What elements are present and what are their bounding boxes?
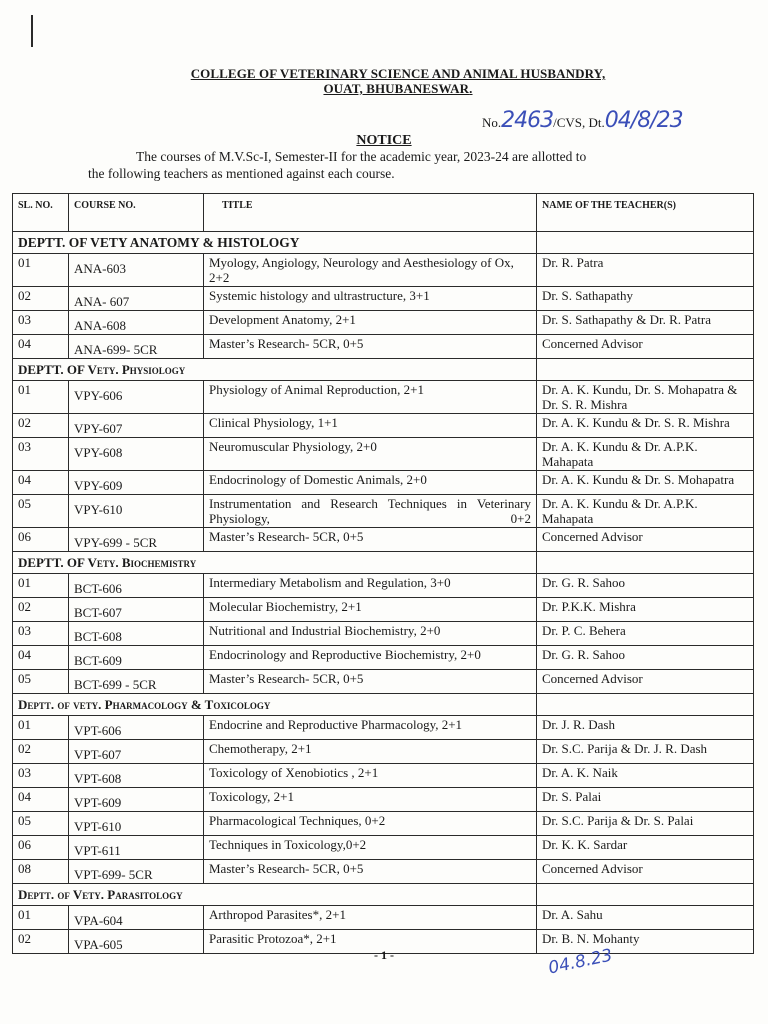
- dept-heading: DEPTT. OF Vety. Biochemistry: [13, 552, 537, 574]
- cell-sl-no: 04: [13, 646, 69, 670]
- cell-sl-no: 03: [13, 438, 69, 471]
- cell-title: Physiology of Animal Reproduction, 2+1: [204, 381, 537, 414]
- table-row: [13, 622, 754, 646]
- dept-section-row: [13, 552, 754, 574]
- cell-title: Instrumentation and Research Techniques in Veterinary Physiology, 0+2: [204, 495, 537, 528]
- cell-sl-no: 04: [13, 788, 69, 812]
- cell-sl-no: 05: [13, 812, 69, 836]
- table-row: [13, 788, 754, 812]
- cell-sl-no: 08: [13, 860, 69, 884]
- ref-mid: /CVS, Dt.: [553, 115, 605, 130]
- cell-teacher: Dr. A. Sahu: [537, 906, 754, 930]
- signature-date-handwritten: 04.8.23: [546, 945, 615, 979]
- cell-title: Master’s Research- 5CR, 0+5: [204, 670, 537, 694]
- cell-sl-no: 02: [13, 414, 69, 438]
- course-allotment-table: [12, 193, 754, 954]
- cell-title: Endocrinology of Domestic Animals, 2+0: [204, 471, 537, 495]
- table-row: [13, 381, 754, 414]
- cell-title: Endocrinology and Reproductive Biochemistry, 2+0: [204, 646, 537, 670]
- dept-empty-cell: [537, 694, 754, 716]
- cell-title: Pharmacological Techniques, 0+2: [204, 812, 537, 836]
- cell-teacher: Concerned Advisor: [537, 528, 754, 552]
- table-row: [13, 764, 754, 788]
- cell-title: Neuromuscular Physiology, 2+0: [204, 438, 537, 471]
- table-row: [13, 438, 754, 471]
- cell-teacher: Dr. A. K. Kundu, Dr. S. Mohapatra & Dr. S. R. Mishra: [537, 381, 754, 414]
- cell-sl-no: 04: [13, 471, 69, 495]
- table-row: [13, 716, 754, 740]
- cell-course-no: VPT-610: [69, 812, 204, 836]
- header-title: TITLE: [204, 194, 537, 232]
- dept-section-row: [13, 232, 754, 254]
- margin-pen-mark: [31, 15, 33, 47]
- cell-teacher: Dr. A. K. Naik: [537, 764, 754, 788]
- cell-course-no: BCT-608: [69, 622, 204, 646]
- cell-title: Chemotherapy, 2+1: [204, 740, 537, 764]
- cell-sl-no: 06: [13, 528, 69, 552]
- cell-course-no: ANA-608: [69, 311, 204, 335]
- cell-sl-no: 06: [13, 836, 69, 860]
- cell-teacher: Dr. S. Sathapathy: [537, 287, 754, 311]
- dept-empty-cell: [537, 359, 754, 381]
- cell-course-no: VPT-609: [69, 788, 204, 812]
- table-row: [13, 598, 754, 622]
- ref-prefix: No.: [482, 115, 502, 130]
- cell-title: Master’s Research- 5CR, 0+5: [204, 860, 537, 884]
- cell-teacher: Dr. R. Patra: [537, 254, 754, 287]
- intro-line-1: The courses of M.V.Sc-I, Semester-II for the academic year, 2023-24 are allotted to: [136, 149, 587, 164]
- cell-title: Arthropod Parasites*, 2+1: [204, 906, 537, 930]
- cell-teacher: Dr. G. R. Sahoo: [537, 574, 754, 598]
- cell-teacher: Dr. B. N. Mohanty: [537, 930, 754, 954]
- table-row: [13, 414, 754, 438]
- dept-section-row: [13, 694, 754, 716]
- cell-title: Techniques in Toxicology,0+2: [204, 836, 537, 860]
- cell-teacher: Dr. A. K. Kundu & Dr. A.P.K. Mahapata: [537, 438, 754, 471]
- cell-course-no: ANA- 607: [69, 287, 204, 311]
- cell-title: Intermediary Metabolism and Regulation, 3+0: [204, 574, 537, 598]
- cell-course-no: VPY-606: [69, 381, 204, 414]
- cell-title: Nutritional and Industrial Biochemistry, 2+0: [204, 622, 537, 646]
- cell-course-no: VPT-607: [69, 740, 204, 764]
- table-body: [13, 232, 754, 954]
- cell-sl-no: 01: [13, 574, 69, 598]
- dept-empty-cell: [537, 884, 754, 906]
- cell-course-no: VPY-607: [69, 414, 204, 438]
- cell-sl-no: 03: [13, 764, 69, 788]
- ref-date-handwritten: 04/8/23: [604, 108, 683, 133]
- table-row: [13, 836, 754, 860]
- cell-course-no: VPY-610: [69, 495, 204, 528]
- table-row: [13, 646, 754, 670]
- cell-teacher: Dr. J. R. Dash: [537, 716, 754, 740]
- page-number: - 1 -: [374, 948, 394, 962]
- cell-sl-no: 02: [13, 287, 69, 311]
- table-row: [13, 574, 754, 598]
- cell-course-no: VPY-609: [69, 471, 204, 495]
- cell-teacher: Dr. P. C. Behera: [537, 622, 754, 646]
- cell-teacher: Dr. G. R. Sahoo: [537, 646, 754, 670]
- cell-title: Systemic histology and ultrastructure, 3+1: [204, 287, 537, 311]
- cell-sl-no: 04: [13, 335, 69, 359]
- cell-sl-no: 05: [13, 670, 69, 694]
- cell-title: Endocrine and Reproductive Pharmacology, 2+1: [204, 716, 537, 740]
- college-name: COLLEGE OF VETERINARY SCIENCE AND ANIMAL HUSBANDRY,: [190, 66, 606, 81]
- table-header-row: [13, 194, 754, 232]
- cell-course-no: BCT-609: [69, 646, 204, 670]
- cell-course-no: VPY-699 - 5CR: [69, 528, 204, 552]
- cell-sl-no: 01: [13, 906, 69, 930]
- table-row: [13, 287, 754, 311]
- cell-sl-no: 01: [13, 254, 69, 287]
- cell-sl-no: 02: [13, 598, 69, 622]
- cell-title: Master’s Research- 5CR, 0+5: [204, 335, 537, 359]
- cell-course-no: BCT-606: [69, 574, 204, 598]
- notice-title: NOTICE: [356, 133, 412, 148]
- cell-teacher: Dr. A. K. Kundu & Dr. S. Mohapatra: [537, 471, 754, 495]
- cell-teacher: Dr. S. Sathapathy & Dr. R. Patra: [537, 311, 754, 335]
- cell-sl-no: 05: [13, 495, 69, 528]
- dept-heading: Deptt. of vety. Pharmacology & Toxicology: [13, 694, 537, 716]
- cell-teacher: Concerned Advisor: [537, 860, 754, 884]
- table-row: [13, 740, 754, 764]
- cell-course-no: ANA-603: [69, 254, 204, 287]
- college-location: OUAT, BHUBANESWAR.: [323, 81, 473, 96]
- cell-course-no: VPT-606: [69, 716, 204, 740]
- cell-teacher: Dr. A. K. Kundu & Dr. A.P.K. Mahapata: [537, 495, 754, 528]
- table-row: [13, 812, 754, 836]
- dept-heading: Deptt. of Vety. Parasitology: [13, 884, 537, 906]
- dept-heading: DEPTT. OF Vety. Physiology: [13, 359, 537, 381]
- intro-line-2: the following teachers as mentioned against each course.: [88, 166, 395, 181]
- cell-course-no: VPT-699- 5CR: [69, 860, 204, 884]
- cell-sl-no: 03: [13, 622, 69, 646]
- header-sl-no: SL. NO.: [13, 194, 69, 232]
- cell-sl-no: 01: [13, 381, 69, 414]
- cell-course-no: VPT-608: [69, 764, 204, 788]
- cell-teacher: Concerned Advisor: [537, 670, 754, 694]
- cell-title: Master’s Research- 5CR, 0+5: [204, 528, 537, 552]
- header-course-no: COURSE NO.: [69, 194, 204, 232]
- cell-course-no: VPY-608: [69, 438, 204, 471]
- table-row: [13, 528, 754, 552]
- table-row: [13, 495, 754, 528]
- cell-teacher: Dr. P.K.K. Mishra: [537, 598, 754, 622]
- table-row: [13, 335, 754, 359]
- table-row: [13, 906, 754, 930]
- header-teacher: NAME OF THE TEACHER(S): [537, 194, 754, 232]
- table-row: [13, 471, 754, 495]
- dept-section-row: [13, 884, 754, 906]
- cell-teacher: Dr. A. K. Kundu & Dr. S. R. Mishra: [537, 414, 754, 438]
- cell-teacher: Concerned Advisor: [537, 335, 754, 359]
- cell-sl-no: 03: [13, 311, 69, 335]
- cell-sl-no: 01: [13, 716, 69, 740]
- table-row: [13, 860, 754, 884]
- table-row: [13, 670, 754, 694]
- notice-reference: [482, 108, 683, 133]
- dept-section-row: [13, 359, 754, 381]
- cell-teacher: Dr. K. K. Sardar: [537, 836, 754, 860]
- dept-empty-cell: [537, 552, 754, 574]
- cell-sl-no: 02: [13, 930, 69, 954]
- cell-teacher: Dr. S. Palai: [537, 788, 754, 812]
- table-row: [13, 311, 754, 335]
- cell-course-no: VPT-611: [69, 836, 204, 860]
- cell-sl-no: 02: [13, 740, 69, 764]
- cell-course-no: VPA-605: [69, 930, 204, 954]
- cell-course-no: BCT-607: [69, 598, 204, 622]
- ref-number-handwritten: 2463: [501, 108, 554, 133]
- cell-title: Clinical Physiology, 1+1: [204, 414, 537, 438]
- dept-empty-cell: [537, 232, 754, 254]
- cell-teacher: Dr. S.C. Parija & Dr. J. R. Dash: [537, 740, 754, 764]
- cell-title: Development Anatomy, 2+1: [204, 311, 537, 335]
- cell-title: Molecular Biochemistry, 2+1: [204, 598, 537, 622]
- cell-title: Myology, Angiology, Neurology and Aesthesiology of Ox, 2+2: [204, 254, 537, 287]
- dept-heading: DEPTT. OF VETY ANATOMY & HISTOLOGY: [13, 232, 537, 254]
- cell-course-no: BCT-699 - 5CR: [69, 670, 204, 694]
- cell-teacher: Dr. S.C. Parija & Dr. S. Palai: [537, 812, 754, 836]
- cell-course-no: VPA-604: [69, 906, 204, 930]
- cell-title: Parasitic Protozoa*, 2+1: [204, 930, 537, 954]
- cell-course-no: ANA-699- 5CR: [69, 335, 204, 359]
- table-row: [13, 254, 754, 287]
- cell-title: Toxicology of Xenobiotics , 2+1: [204, 764, 537, 788]
- cell-title: Toxicology, 2+1: [204, 788, 537, 812]
